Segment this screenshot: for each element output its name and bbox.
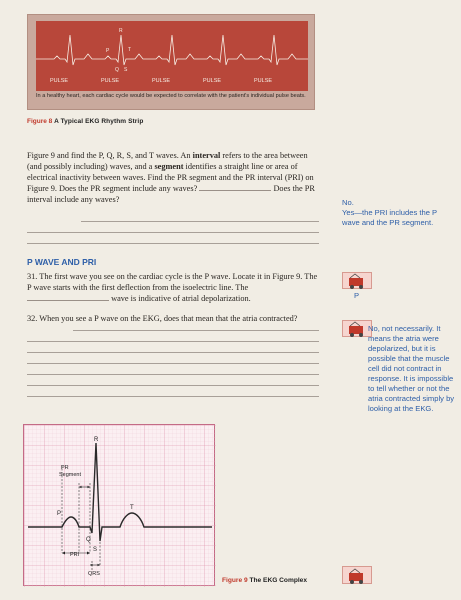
answer-blank[interactable] (199, 184, 271, 191)
question-32: 32. When you see a P wave on the EKG, does that mean that the atria contracted? (27, 314, 298, 323)
pulse-label: PULSE (50, 78, 69, 84)
figure8-note: In a healthy heart, each cardiac cycle would be expected to correlate with the patient's individual pulse beats. (36, 93, 306, 99)
answer-lines-32[interactable] (27, 320, 319, 397)
answer-a31: P (354, 291, 360, 300)
pulse-label: PULSE (101, 78, 120, 84)
figure8-box (27, 14, 315, 110)
answer-a2: Yes—the PRI includes the P wave and the PR segment. (342, 208, 437, 227)
intro-text-3: identifies a straight line or area of electrical inactivity between waves. Find the PR segment and the PR interval (PRI) on Figure 9. Does the PR segment include any waves? (27, 162, 314, 193)
ekg-label-pr-2: Segment (59, 472, 82, 478)
ekg-label-qrs: QRS (88, 571, 100, 577)
pulse-label: PULSE (203, 78, 222, 84)
ekg-complex-svg (24, 425, 216, 587)
rhythm-strip-svg (36, 21, 308, 91)
ekg-label-p: P (57, 511, 62, 517)
ekg-label-pri: PRI (70, 552, 80, 558)
question-31-text-1: 31. The first wave you see on the cardiac cycle is the P wave. Locate it in Figure 9. The P wave starts with the first deflection from the isoelectric line. The (27, 272, 318, 292)
strip-label-t: T (128, 47, 132, 53)
intro-text-1: Figure 9 and find the P, Q, R, S, and T waves. An (27, 151, 193, 160)
answer-key-icon (342, 272, 372, 289)
pulse-label: PULSE (254, 78, 273, 84)
strip-label-q: Q (115, 67, 119, 73)
intro-text-2: refers to the area between (and possibly including) waves, and a (27, 151, 308, 171)
answer-lines-intro[interactable] (27, 211, 319, 244)
ekg-label-s: S (93, 547, 98, 553)
intro-term-segment: segment (154, 162, 184, 171)
strip-label-p: P (106, 48, 110, 54)
figure9-box (23, 424, 215, 586)
ekg-label-r: R (94, 437, 99, 443)
question-31-text-2: wave is indicative of atrial depolarization. (111, 294, 251, 303)
ekg-label-t: T (130, 505, 134, 511)
intro-term-interval: interval (192, 151, 221, 160)
ekg-label-pr-1: PR (61, 465, 69, 471)
ekg-label-q: Q (86, 537, 91, 543)
answer-key-icon (342, 566, 372, 584)
rhythm-trace (36, 35, 308, 65)
figure9-number: Figure 9 (222, 577, 248, 584)
answer-a32: No, not necessarily. It means the atria were depolarized, but it is possible that the muscle cell did not contract in response. It is impossible to tell whether or not the atria contracted simply by looking at the EKG. (368, 324, 455, 413)
question-31 (27, 271, 319, 304)
figure8-title: A Typical EKG Rhythm Strip (54, 118, 144, 125)
pulse-label: PULSE (152, 78, 171, 84)
section-title: P WAVE AND PRI (27, 257, 97, 267)
figure9-title: The EKG Complex (249, 577, 308, 584)
rhythm-strip (36, 21, 308, 91)
strip-label-r: R (119, 28, 123, 34)
answer-blank[interactable] (27, 294, 109, 301)
answer-a1: No. (342, 198, 354, 207)
figure8-number: Figure 8 (27, 118, 53, 125)
figure9-caption (222, 577, 307, 584)
intro-paragraph (27, 150, 319, 205)
intro-text-4: Does the PR interval include any waves? (27, 184, 315, 204)
figure8-caption (27, 118, 143, 125)
strip-label-s: S (124, 67, 128, 73)
